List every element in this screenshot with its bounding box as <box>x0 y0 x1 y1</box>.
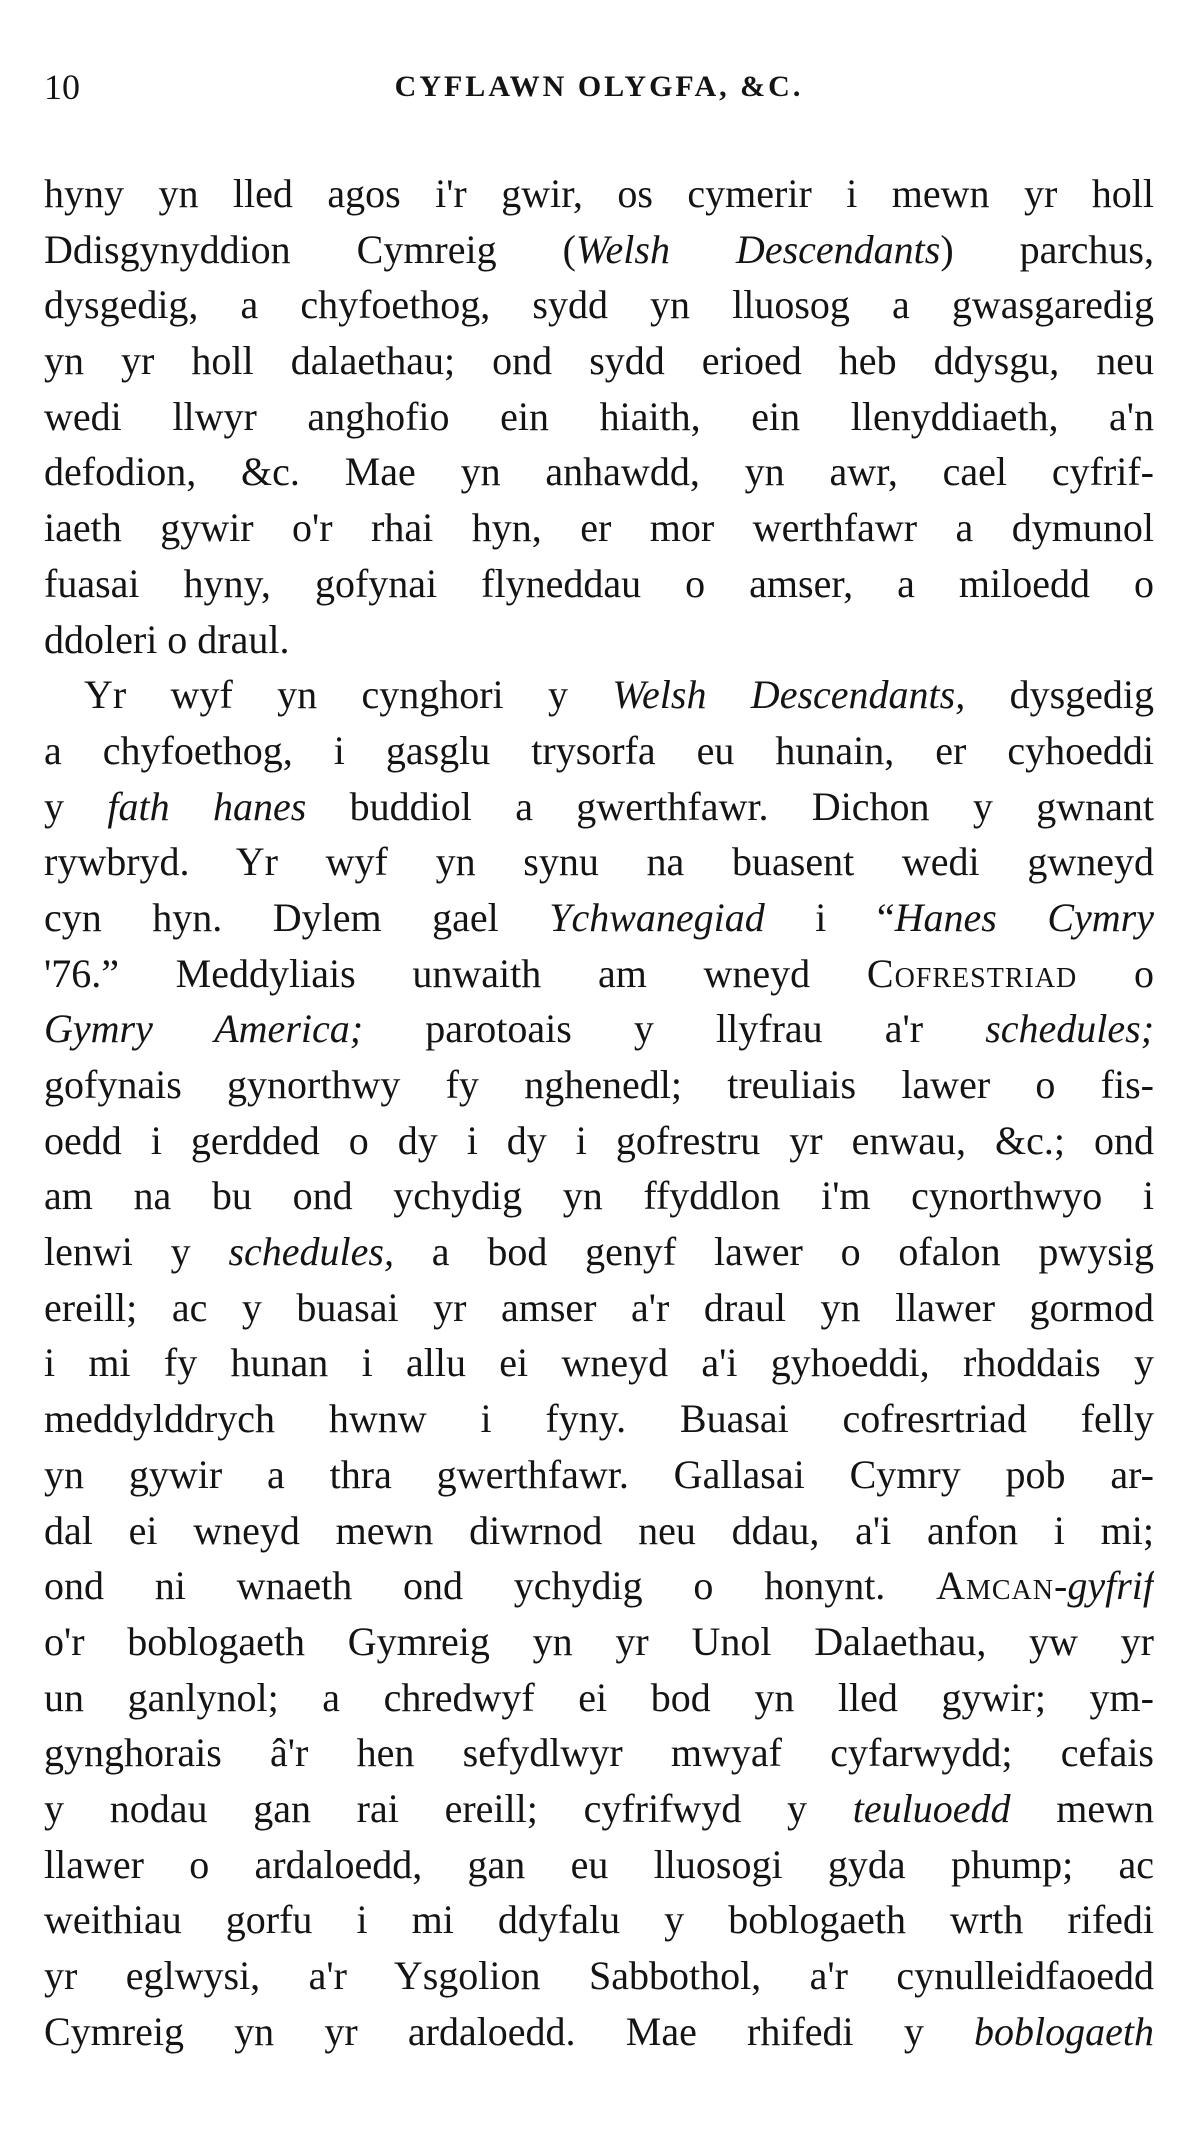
text-line: Gymry America; parotoais y llyfrau a'r schedules; <box>44 1006 1154 1052</box>
text-line: ddoleri o draul. <box>44 616 290 662</box>
text-line: Yr wyf yn cynghori y Welsh Descendants, dysgedig <box>84 672 1154 718</box>
running-title: CYFLAWN OLYGFA, &C. <box>394 70 804 103</box>
text-line: yn gywir a thra gwerthfawr. Gallasai Cymry pob ar- <box>44 1451 1154 1497</box>
text-line: fuasai hyny, gofynai flyneddau o amser, a miloedd o <box>44 560 1154 606</box>
text-line: yr eglwysi, a'r Ysgolion Sabbothol, a'r cynulleidfaoedd <box>44 1953 1154 1998</box>
text-line: dal ei wneyd mewn diwrnod neu ddau, a'i anfon i mi; <box>44 1507 1154 1553</box>
text-line: Ddisgynyddion Cymreig (Welsh Descendants) parchus, <box>44 226 1154 272</box>
running-head <box>44 62 1154 112</box>
text-line: ereill; ac y buasai yr amser a'r draul yn llawer gormod <box>44 1284 1154 1330</box>
text-line: meddylddrych hwnw i fyny. Buasai cofresrtriad felly <box>44 1396 1154 1442</box>
text-line: i mi fy hunan i allu ei wneyd a'i gyhoeddi, rhoddais y <box>44 1340 1154 1386</box>
text-line: y fath hanes buddiol a gwerthfawr. Dichon y gwnant <box>44 783 1154 829</box>
text-line: oedd i gerdded o dy i dy i gofrestru yr enwau, &c.; ond <box>44 1117 1154 1163</box>
text-line: cyn hyn. Dylem gael Ychwanegiad i “Hanes Cymry <box>44 894 1154 940</box>
text-line: am na bu ond ychydig yn ffyddlon i'm cynorthwyo i <box>44 1173 1154 1219</box>
text-line: o'r boblogaeth Gymreig yn yr Unol Dalaethau, yw yr <box>44 1618 1154 1664</box>
text-line: rywbryd. Yr wyf yn synu na buasent wedi gwneyd <box>44 839 1154 885</box>
page-number: 10 <box>44 67 80 107</box>
text-line: a chyfoethog, i gasglu trysorfa eu hunain, er cyhoeddi <box>44 727 1154 773</box>
text-line: iaeth gywir o'r rhai hyn, er mor werthfawr a dymunol <box>44 505 1154 551</box>
body-text <box>44 166 1154 2059</box>
text-line: Cymreig yn yr ardaloedd. Mae rhifedi y boblogaeth <box>44 2008 1154 2054</box>
text-line: lenwi y schedules, a bod genyf lawer o ofalon pwysig <box>44 1229 1154 1275</box>
text-line: ond ni wnaeth ond ychydig o honynt. Amcan-gyfrif <box>44 1563 1154 1609</box>
text-line: '76.” Meddyliais unwaith am wneyd Cofrestriad o <box>44 950 1154 996</box>
text-line: yn yr holl dalaethau; ond sydd erioed heb ddysgu, neu <box>44 338 1154 384</box>
text-line: llawer o ardaloedd, gan eu lluosogi gyda phump; ac <box>44 1841 1154 1887</box>
text-line: weithiau gorfu i mi ddyfalu y boblogaeth wrth rifedi <box>44 1897 1154 1943</box>
text-line: defodion, &c. Mae yn anhawdd, yn awr, cael cyfrif- <box>44 449 1154 495</box>
text-line: wedi llwyr anghofio ein hiaith, ein llenyddiaeth, a'n <box>44 393 1154 439</box>
text-line: y nodau gan rai ereill; cyfrifwyd y teuluoedd mewn <box>44 1785 1154 1831</box>
text-line: gofynais gynorthwy fy nghenedl; treuliais lawer o fis- <box>44 1062 1154 1107</box>
text-line: gynghorais â'r hen sefydlwyr mwyaf cyfarwydd; cefais <box>44 1730 1154 1776</box>
text-line: hyny yn lled agos i'r gwir, os cymerir i mewn yr holl <box>44 171 1154 216</box>
text-line: un ganlynol; a chredwyf ei bod yn lled gywir; ym- <box>44 1674 1154 1720</box>
text-line: dysgedig, a chyfoethog, sydd yn lluosog a gwasgaredig <box>44 282 1154 328</box>
